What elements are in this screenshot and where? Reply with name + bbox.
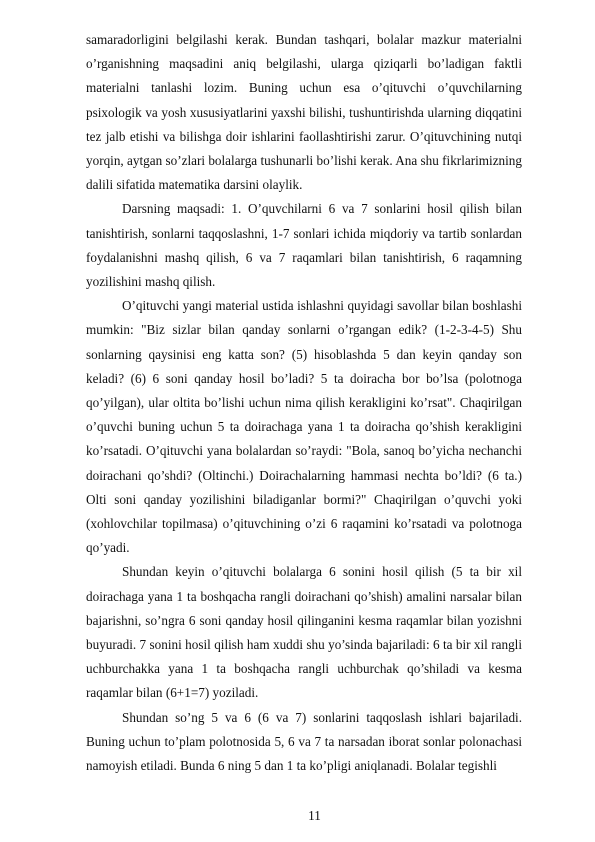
document-page (86, 28, 522, 778)
paragraph-intro-continuation: samaradorligini belgilashi kerak. Bundan tashqari, bolalar mazkur materialni o’rganishning maqsadini aniq belgilashi, ularga qiziqarli bo’ladigan faktli materialni tanlashi lozim. Buning uchun esa o’qituvchi o’quvchilarning psixologik va yosh xususiyatlarini yaxshi bilishi, tushuntirishda ularning diqqatini tez jalb etishi va bilishga doir ishlarini faollashtirishi zarur. O’qituvchining nutqi yorqin, aytgan so’zlari bolalarga tushunarli bo’lishi kerak. Ana shu fikrlarimizning dalili sifatida matematika darsini olaylik. (86, 32, 522, 193)
paragraph-comparison: Shundan so’ng 5 va 6 (6 va 7) sonlarini taqqoslash ishlari bajariladi. Buning uchun to’plam polotnosida 5, 6 va 7 ta narsadan iborat sonlar polonachasi namoyish etiladi. Bunda 6 ning 5 dan 1 ta ko’pligi aniqlanadi. Bolalar tegishli (86, 709, 522, 774)
paragraph-forming-numbers: Shundan keyin o’qituvchi bolalarga 6 sonini hosil qilish (5 ta bir xil doirachaga yana 1 ta boshqacha rangli doirachani qo’shish) amalini narsalar bilan bajarishni, so’ngra 6 soni qanday hosil qilinganini kesma raqamlar bilan yozishni buyuradi. 7 sonini hosil qilish ham xuddi shu yo’sinda bajariladi: 6 ta bir xil rangli uchburchakka yana 1 ta boshqacha rangli uchburchak qo’shiladi va kesma raqamlar bilan (6+1=7) yoziladi. (86, 564, 522, 701)
paragraph-teacher-questions: O’qituvchi yangi material ustida ishlashni quyidagi savollar bilan boshlashi mumkin: "Biz sizlar bilan qanday sonlarni o’rgangan edik? (1-2-3-4-5) Shu sonlarning qaysinisi eng katta son? (5) hisoblashda 5 dan keyin qanday son keladi? (6) 6 soni qanday hosil bo’ladi? 5 ta doiracha bor bo’lsa (polotnoga qo’yilgan), ular oltita bo’lishi uchun nima qilish kerakligini ko’rsat". Chaqirilgan o’quvchi buning uchun 5 ta doirachaga yana 1 ta doiracha qo’shish kerakligini ko’rsatadi. O’qituvchi yana bolalardan so’raydi: "Bola, sanoq bo’yicha nechanchi doirachani qo’shdi? (Oltinchi.) Doirachalarning hammasi nechta bo’ldi? (6 ta.) Olti soni qanday yozilishini biladiganlar bormi?" Chaqirilgan o’quvchi yoki (xohlovchilar topilmasa) o’qituvchining o’zi 6 raqamini ko’rsatadi va polotnoga qo’yadi. (86, 298, 522, 556)
paragraph-lesson-goal: Darsning maqsadi: 1. O’quvchilarni 6 va 7 sonlarini hosil qilish bilan tanishtirish, sonlarni taqqoslashni, 1-7 sonlari ichida miqdoriy va tartib sonlardan foydalanishni mashq qilish, 6 va 7 raqamlari bilan tanishtirish, 6 raqamning yozilishini mashq qilish. (86, 201, 522, 290)
page-number: 11 (308, 808, 321, 823)
